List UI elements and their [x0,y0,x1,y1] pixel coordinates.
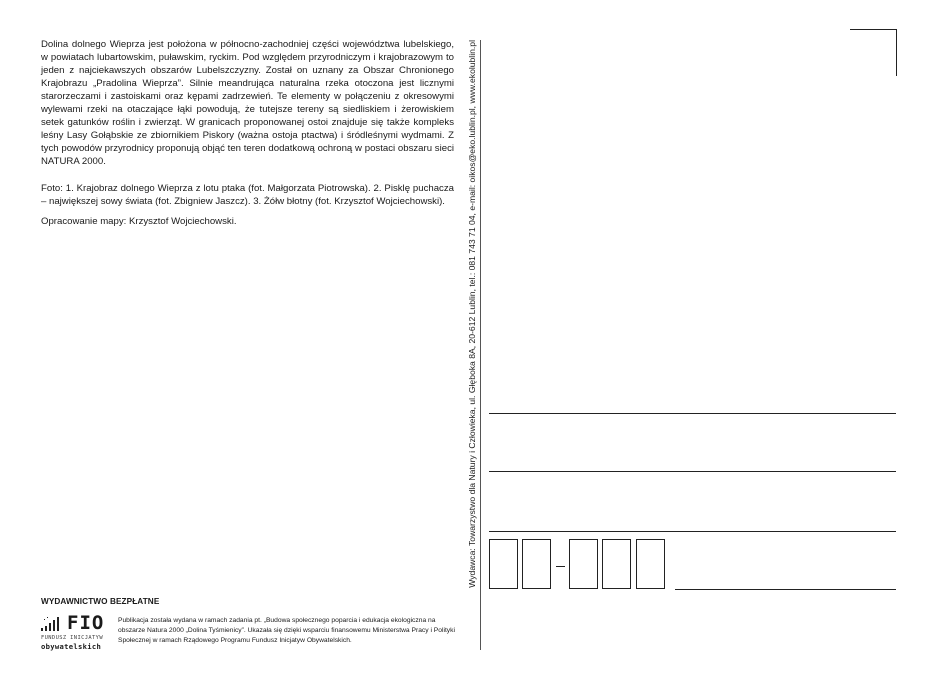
zip-code-dash [556,566,565,567]
publication-note: Publikacja została wydana w ramach zadania pt. „Budowa społecznego poparcia i edukacja ekologiczna na obszarze Natura 2000 „Dolina Tyśmienicy”. Ukazała się dzięki wsparciu finansowemu Ministerstwa Pracy i Polityki Społecznej w ramach Rządowego Programu Fundusz Inicjatyw Obywatelskich. [118,617,455,645]
region-description: Dolina dolnego Wieprza jest położona w północno-zachodniej części województwa lubelskiego, w powiatach lubartowskim, puławskim, ryckim. Pod względem przyrodniczym i krajobrazowym to jeden z najciekawszych obszarów Lubelszczyzny. Został on uznany za Obszar Chronionego Krajobrazu „Pradolina Wieprza”. Silnie meandrująca naturalna rzeka otoczona jest licznymi starorzeczami i zastoiskami oraz kępami zadrzewień. Te elementy w połączeniu z okresowymi wylewami rzeki na otaczające łąki powodują, że tutejsze tereny są siedliskiem i żerowiskiem setek gatunków roślin i zwierząt. W granicach proponowanej ostoi znajduje się także kompleks leśny Lasy Gołąbskie ze zbiornikiem Piskory (ważna ostoja ptactwa) i śródleśnymi wydmami. Z tych powodów przyrodnicy proponują objąć ten teren dodatkową ochroną w postaci obszaru sieci NATURA 2000. [41,39,454,167]
photo-caption: Foto: 1. Krajobraz dolnego Wieprza z lotu ptaka (fot. Małgorzata Piotrowska). 2. Pisklę puchacza – największej sowy świata (fot. Zbigniew Jaszcz). 3. Żółw błotny (fot. Krzysztof Wojciechowski). [41,183,454,207]
zip-code-box[interactable] [522,539,551,589]
address-line-1[interactable] [489,413,896,414]
divider-line [480,40,481,650]
address-line-2[interactable] [489,471,896,472]
stamp-placeholder [850,29,897,76]
city-line[interactable] [675,589,896,590]
fio-logo [41,614,107,650]
zip-code-box[interactable] [569,539,598,589]
fio-logo-sub1: FUNDUSZ INICJATYW [41,635,103,641]
address-line-3[interactable] [489,531,896,532]
publisher-info-text: Wydawca: Towarzystwo dla Natury i Człowieka, ul. Głęboka 8A, 20-612 Lublin, tel.: 081 743 71 04, e-mail: oikos@eko.lublin.pl, www.ekolublin.pl [467,40,477,588]
signal-bars-icon [41,617,63,631]
zip-code-box[interactable] [602,539,631,589]
fio-logo-main: FIO [67,612,105,634]
zip-code-box[interactable] [489,539,518,589]
free-publication-label: WYDAWNICTWO BEZPŁATNE [41,597,160,606]
publisher-info-vertical [465,40,479,650]
map-credit: Opracowanie mapy: Krzysztof Wojciechowski. [41,216,237,227]
zip-code-box[interactable] [636,539,665,589]
fio-logo-sub2: obywatelskich [41,642,102,651]
